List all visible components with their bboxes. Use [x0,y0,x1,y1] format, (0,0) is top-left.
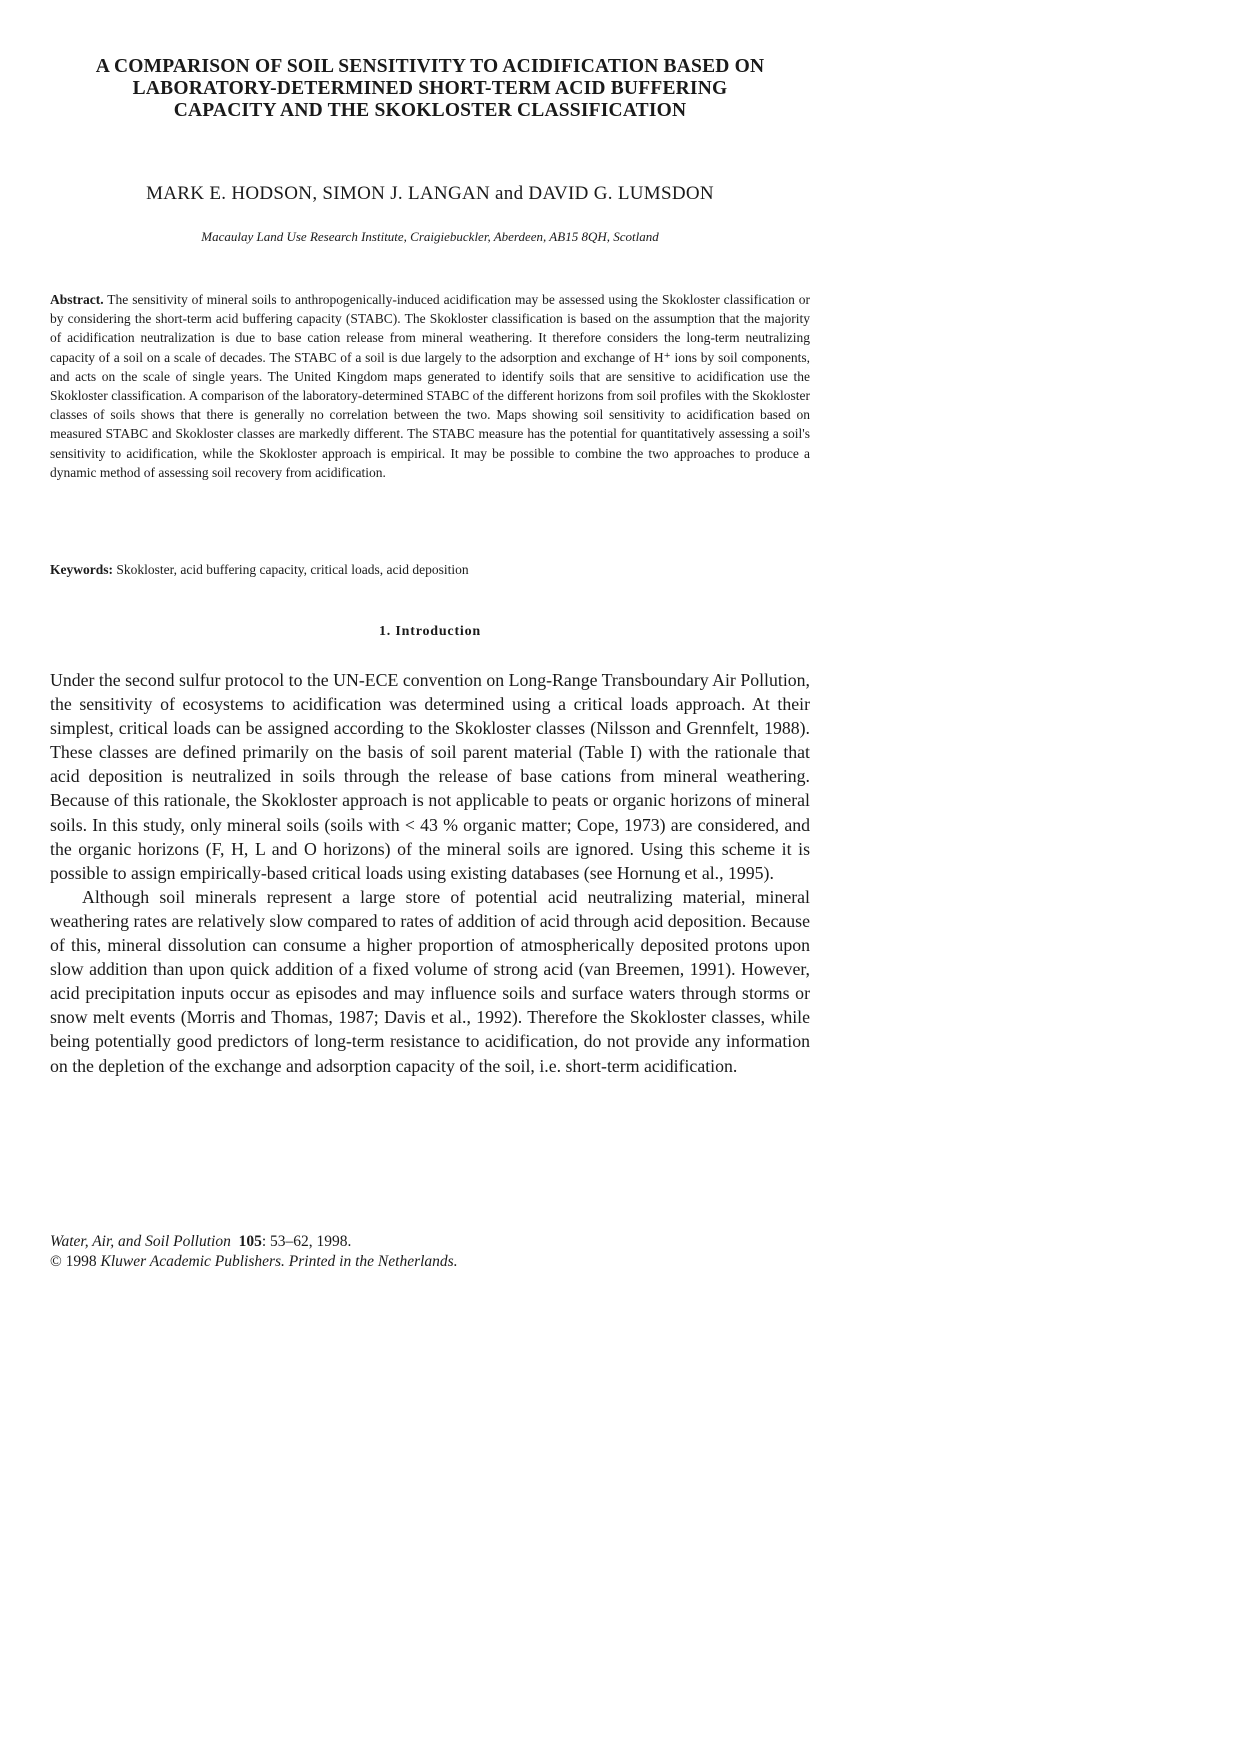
journal-footer [50,1232,810,1272]
paper-title [50,56,810,122]
title-line: A COMPARISON OF SOIL SENSITIVITY TO ACIDIFICATION BASED ON [95,56,765,77]
journal-volume: 105 [238,1233,262,1250]
copyright-year: © 1998 [50,1253,97,1270]
title-line: LABORATORY-DETERMINED SHORT-TERM ACID BUFFERING [132,78,728,99]
keywords-text: Skokloster, acid buffering capacity, critical loads, acid deposition [116,562,469,577]
abstract [50,290,810,482]
body-paragraph: Under the second sulfur protocol to the UN-ECE convention on Long-Range Transboundary Air Pollution, the sensitivity of ecosystems to acidification was determined using a critical loads approach. At their simplest, critical loads can be assigned according to the Skokloster classes (Nilsson and Grennfelt, 1988). These classes are defined primarily on the basis of soil parent material (Table I) with the rationale that acid deposition is neutralized in soils through the release of base cations from mineral weathering. Because of this rationale, the Skokloster approach is not applicable to peats or organic horizons of mineral soils. In this study, only mineral soils (soils with < 43 % organic matter; Cope, 1973) are considered, and the organic horizons (F, H, L and O horizons) of the mineral soils are ignored. Using this scheme it is possible to assign empirically-based critical loads using existing databases (see Hornung et al., 1995). [50,670,810,883]
journal-pages-year: : 53–62, 1998. [261,1233,352,1250]
citation-line [50,1232,810,1252]
copyright-line [50,1252,810,1272]
section-heading: 1. Introduction [379,624,481,639]
keywords-label: Keywords: [50,562,113,577]
journal-name: Water, Air, and Soil Pollution [50,1233,231,1250]
publisher-line: Kluwer Academic Publishers. Printed in the Netherlands. [100,1253,458,1270]
title-line: CAPACITY AND THE SKOKLOSTER CLASSIFICATION [173,100,687,121]
body-paragraph: Although soil minerals represent a large store of potential acid neutralizing material, mineral weathering rates are relatively slow compared to rates of addition of acid through acid deposition. Because of this, mineral dissolution can consume a higher proportion of atmospherically deposited protons upon slow addition than upon quick addition of a fixed volume of strong acid (van Breemen, 1991). However, acid precipitation inputs occur as episodes and may influence soils and surface waters through storms or snow melt events (Morris and Thomas, 1987; Davis et al., 1992). Therefore the Skokloster classes, while being potentially good predictors of long-term resistance to acidification, do not provide any information on the depletion of the exchange and adsorption capacity of the soil, i.e. short-term acidification. [50,886,810,1076]
author-list: MARK E. HODSON, SIMON J. LANGAN and DAVID G. LUMSDON [146,183,714,204]
affiliation: Macaulay Land Use Research Institute, Craigiebuckler, Aberdeen, AB15 8QH, Scotland [201,229,659,244]
introduction-body [50,668,810,1078]
keywords [50,561,810,579]
abstract-text: The sensitivity of mineral soils to anthropogenically-induced acidification may be assessed using the Skokloster classification or by considering the short-term acid buffering capacity (STABC). The Skokloster classification is based on the assumption that the majority of acidification neutralization is due to base cation release from mineral weathering. It therefore considers the long-term neutralizing capacity of a soil on a scale of decades. The STABC of a soil is due largely to the adsorption and exchange of H⁺ ions by soil components, and acts on the scale of single years. The United Kingdom maps generated to identify soils that are sensitive to acidification use the Skokloster classification. A comparison of the laboratory-determined STABC of the different horizons from soil profiles with the Skokloster classes of soils shows that there is generally no correlation between the two. Maps showing soil sensitivity to acidification based on measured STABC and Skokloster classes are markedly different. The STABC measure has the potential for quantitatively assessing a soil's sensitivity to acidification, while the Skokloster approach is empirical. It may be possible to combine the two approaches to produce a dynamic method of assessing soil recovery from acidification. [50,292,810,480]
abstract-label: Abstract. [50,292,104,307]
